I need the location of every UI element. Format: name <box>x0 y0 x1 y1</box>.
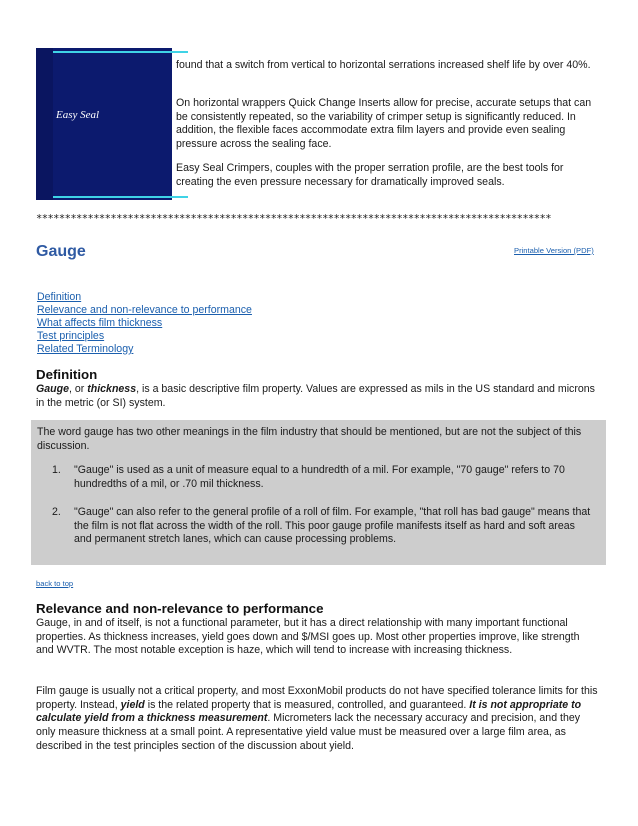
intro-paragraph-1: found that a switch from vertical to horizontal serrations increased shelf life by over 40%. <box>176 59 591 71</box>
toc-link-relevance[interactable]: Relevance and non-relevance to performance <box>37 304 252 316</box>
printable-version-link[interactable]: Printable Version (PDF) <box>514 246 594 255</box>
relevance-p2-emphasis: It is not appropriate to calculate yield from a thickness measurement <box>36 698 582 725</box>
banner-accent-line-top <box>53 51 188 53</box>
separator-asterisks: ****************************************************************************************** <box>36 213 551 225</box>
toc-link-film-thickness[interactable]: What affects film thickness <box>37 317 163 329</box>
toc-link-related-terminology[interactable]: Related Terminology <box>37 343 134 355</box>
page-title: Gauge <box>36 243 86 260</box>
intro-paragraph-2: On horizontal wrappers Quick Change Inserts allow for precise, accurate setups that can be consistently repeated, so the variability of crimper setup is significantly reduced. In addition, the flexible faces accommodate extra film layers and provide even sealing pressure across the sealing face. <box>176 97 592 151</box>
relevance-p2-text-c: is the related property that is measured, controlled, and guaranteed. <box>144 698 470 711</box>
relevance-p2-text-e: . Micrometers lack the necessary accuracy and precision, and they only measure thickness at a small point. A representative yield value must be measured over a large film area, as described in the test principles section of the discussion about yield. <box>36 712 581 752</box>
back-to-top-link[interactable]: back to top <box>36 579 74 588</box>
definition-text: , is a basic descriptive film property. Values are expressed as mils in the US standard and microns in the metric (or SI) system. <box>36 383 595 409</box>
banner-accent-line-bottom <box>53 196 188 198</box>
toc-link-test-principles[interactable]: Test principles <box>37 330 105 342</box>
note-item-2-number: 2. <box>52 506 61 518</box>
relevance-paragraph-2 <box>36 685 599 754</box>
relevance-heading: Relevance and non-relevance to performance <box>36 601 324 616</box>
relevance-paragraph-1: Gauge, in and of itself, is not a functional parameter, but it has a direct relationship with many important functional properties. As thickness increases, yield goes down and $/MSI goes up. Most other properties improve, like strength and WVTR. The most notable exception is haze, which will tend to increase with increasing thickness. <box>36 617 580 657</box>
definition-heading: Definition <box>36 367 98 382</box>
relevance-p2-term-yield: yield <box>120 698 145 711</box>
banner-strip <box>36 48 53 200</box>
definition-term-thickness: thickness <box>87 383 137 395</box>
note-intro: The word gauge has two other meanings in the film industry that should be mentioned, but are not the subject of this discussion. <box>37 426 582 452</box>
definition-paragraph <box>36 383 596 410</box>
note-item-2: "Gauge" can also refer to the general profile of a roll of film. For example, "that roll has bad gauge" means that the film is not flat across the width of the roll. This poor gauge profile manifests itself as hard and soft areas and permanent stretch lanes, which can cause processing problems. <box>74 506 591 546</box>
note-item-1-number: 1. <box>52 464 61 476</box>
definition-sep: , or <box>68 383 88 395</box>
intro-paragraph-3: Easy Seal Crimpers, couples with the proper serration profile, are the best tools for creating the even pressure necessary for dramatically improved seals. <box>176 162 564 188</box>
toc-link-definition[interactable]: Definition <box>37 291 82 303</box>
easy-seal-banner <box>36 48 172 200</box>
banner-label: Easy Seal <box>56 109 100 121</box>
definition-term-gauge: Gauge <box>36 383 69 395</box>
note-item-1: "Gauge" is used as a unit of measure equal to a hundredth of a mil. For example, "70 gauge" refers to 70 hundredths of a mil, or .70 mil thickness. <box>74 464 565 490</box>
relevance-p2-text-a: Film gauge is usually not a critical property, and most ExxonMobil products do not have specified tolerance limits for this property. Instead, <box>36 685 598 711</box>
